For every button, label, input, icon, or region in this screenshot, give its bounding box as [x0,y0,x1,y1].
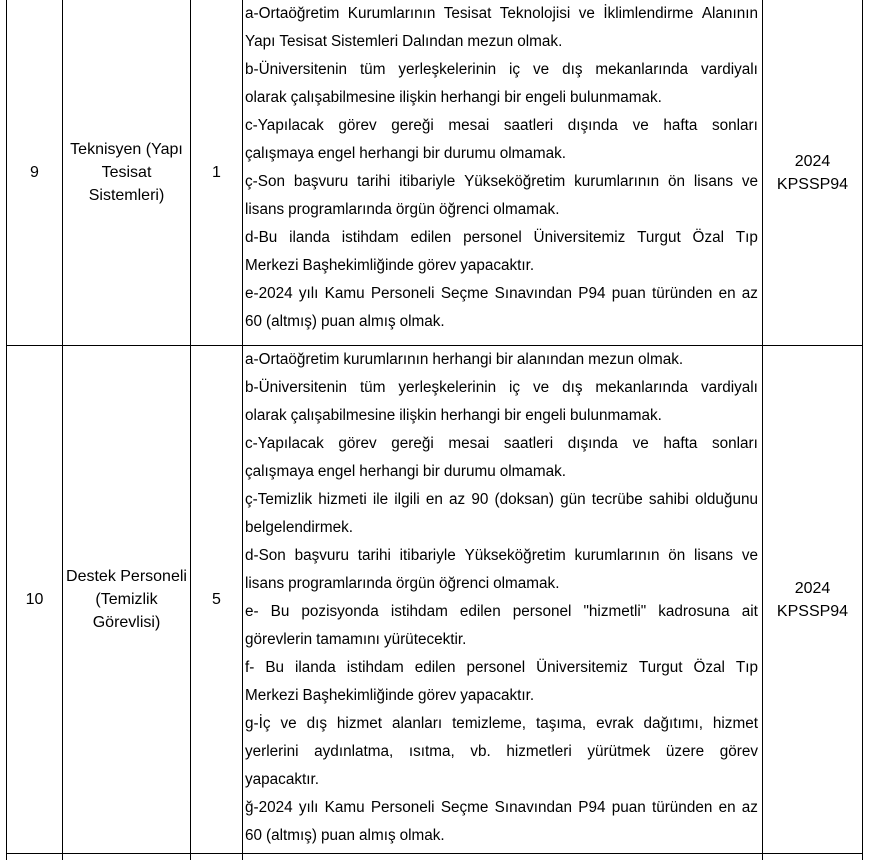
requirement-line: ç-Son başvuru tarihi itibariyle Yükseköğretim kurumlarının ön lisans ve [245,173,758,190]
table-row [6,0,863,346]
row-number: 9 [6,0,62,346]
requirement-line: ğ-2024 yılı Kamu Personeli Seçme Sınavından P94 puan türünden en az [245,799,758,816]
requirement-line: 60 (altmış) puan almış olmak. [245,313,445,330]
requirement-line: lisans programlarında örgün öğrenci olmamak. [245,201,560,218]
exam-type: 2024 KPSSP94 [762,0,863,346]
position-title: Teknisyen (Yapı Tesisat Sistemleri) [62,0,190,346]
table-row-partial [6,854,863,860]
requirement-line: ç-Temizlik hizmeti ile ilgili en az 90 (doksan) gün tecrübe sahibi olduğunu [245,491,758,508]
requirement-line: yerlerini aydınlatma, ısıtma, vb. hizmetleri yürütmek üzere görev [245,743,758,760]
table-cell [762,854,863,860]
requirement-line: Merkezi Başhekimliğinde görev yapacaktır. [245,687,535,704]
requirement-line: c-Yapılacak görev gereği mesai saatleri dışında ve hafta sonları [245,435,758,452]
position-count: 5 [190,346,242,854]
requirements-cell [242,0,762,346]
requirement-line: yapacaktır. [245,771,319,788]
requirement-line: olarak çalışabilmesine ilişkin herhangi bir engeli bulunmamak. [245,407,662,424]
requirement-line: belgelendirmek. [245,519,353,536]
table-row [6,346,863,854]
requirement-line: Yapı Tesisat Sistemleri Dalından mezun olmak. [245,33,563,50]
requirement-line: d-Bu ilanda istihdam edilen personel Üniversitemiz Turgut Özal Tıp [245,229,758,246]
positions-table [6,0,863,854]
requirement-line: Merkezi Başhekimliğinde görev yapacaktır. [245,257,535,274]
requirement-line: e-2024 yılı Kamu Personeli Seçme Sınavından P94 puan türünden en az [245,285,758,302]
position-title: Destek Personeli (Temizlik Görevlisi) [62,346,190,854]
requirement-line: lisans programlarında örgün öğrenci olmamak. [245,575,560,592]
requirement-line: b-Üniversitenin tüm yerleşkelerinin iç ve dış mekanlarında vardiyalı [245,61,758,78]
requirement-line: a-Ortaöğretim kurumlarının herhangi bir alanından mezun olmak. [245,351,684,368]
table-cell [242,854,762,860]
row-number: 10 [6,346,62,854]
table-cell [190,854,242,860]
requirement-line: çalışmaya engel herhangi bir durumu olmamak. [245,463,567,480]
requirements-cell [242,346,762,854]
table-cell [6,854,62,860]
requirement-line: b-Üniversitenin tüm yerleşkelerinin iç ve dış mekanlarında vardiyalı [245,379,758,396]
exam-type: 2024 KPSSP94 [762,346,863,854]
requirement-line: e- Bu pozisyonda istihdam edilen personel "hizmetli" kadrosuna ait [245,603,758,620]
requirement-line: c-Yapılacak görev gereği mesai saatleri dışında ve hafta sonları [245,117,758,134]
position-count: 1 [190,0,242,346]
requirement-line: a-Ortaöğretim Kurumlarının Tesisat Teknolojisi ve İklimlendirme Alanının [245,5,758,22]
requirement-line: görevlerin tamamını yürütecektir. [245,631,467,648]
requirement-line: g-İç ve dış hizmet alanları temizleme, taşıma, evrak dağıtımı, hizmet [245,715,758,732]
requirement-line: 60 (altmış) puan almış olmak. [245,827,445,844]
requirement-line: d-Son başvuru tarihi itibariyle Yükseköğretim kurumlarının ön lisans ve [245,547,758,564]
requirement-line: çalışmaya engel herhangi bir durumu olmamak. [245,145,567,162]
requirement-line: f- Bu ilanda istihdam edilen personel Üniversitemiz Turgut Özal Tıp [245,659,758,676]
requirement-line: olarak çalışabilmesine ilişkin herhangi bir engeli bulunmamak. [245,89,662,106]
table-cell [62,854,190,860]
